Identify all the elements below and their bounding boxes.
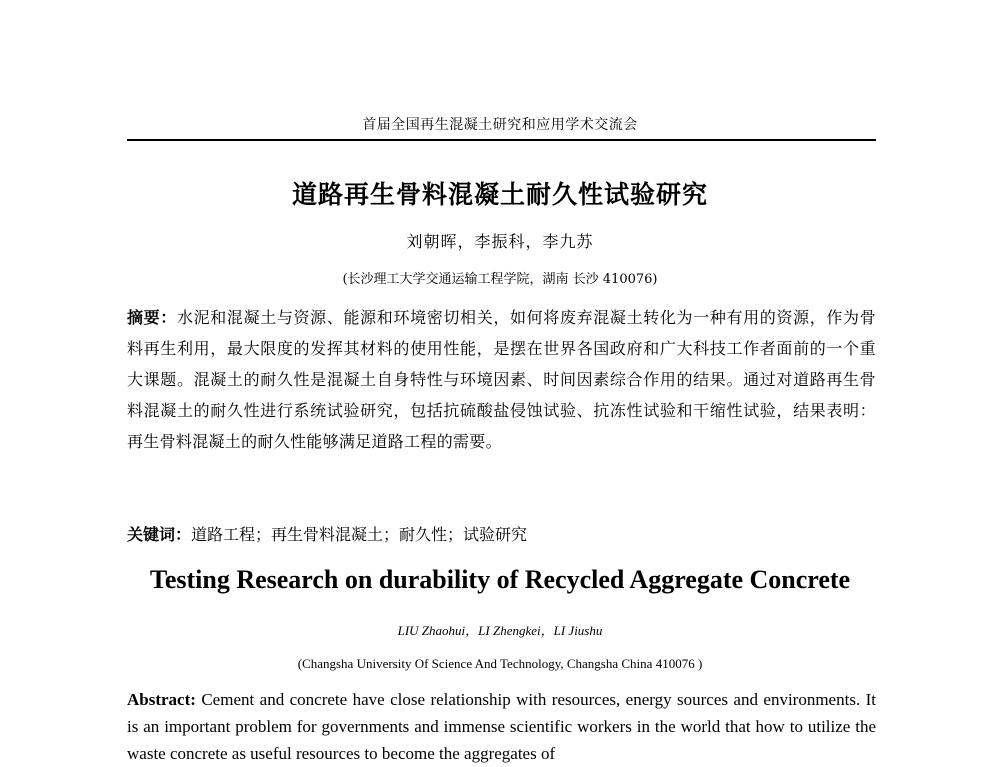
chinese-authors: 刘朝晖，李振科，李九苏 [406,232,594,251]
chinese-abstract-label: 摘要： [127,308,177,327]
conference-header: 首届全国再生混凝土研究和应用学术交流会 [362,117,638,133]
chinese-affiliation: (长沙理工大学交通运输工程学院，湖南 长沙 410076) [342,272,658,287]
chinese-title: 道路再生骨料混凝土耐久性试验研究 [291,180,708,209]
chinese-keywords-label: 关键词： [127,525,192,544]
chinese-abstract [127,302,876,457]
english-title: Testing Research on durability of Recycled Aggregate Concrete [149,565,851,594]
chinese-keywords [127,522,876,545]
chinese-keywords-text: 道路工程；再生骨料混凝土；耐久性；试验研究 [191,525,528,544]
chinese-abstract-text: 水泥和混凝土与资源、能源和环境密切相关，如何将废弃混凝土转化为一种有用的资源，作为骨料再生利用，最大限度的发挥其材料的使用性能，是摆在世界各国政府和广大科技工作者面前的一个重大课题。混凝土的耐久性是混凝土自身特性与环境因素、时间因素综合作用的结果。通过对道路再生骨料混凝土的耐久性进行系统试验研究，包括抗硫酸盐侵蚀试验、抗冻性试验和干缩性试验，结果表明：再生骨料混凝土的耐久性能够满足道路工程的需要。 [127,308,876,451]
english-affiliation: (Changsha University Of Science And Technology, Changsha China 410076 ) [297,656,703,671]
english-abstract [127,686,876,767]
english-abstract-text: Cement and concrete have close relationship with resources, energy sources and environments. It is an important problem for governments and immense scientific workers in the world that how to utilize the waste concrete as useful resources to become the aggregates of [127,690,876,763]
header-divider [127,139,876,141]
english-abstract-label: Abstract: [127,690,196,709]
english-authors: LIU Zhaohui，LI Zhengkei，LI Jiushu [397,623,603,638]
